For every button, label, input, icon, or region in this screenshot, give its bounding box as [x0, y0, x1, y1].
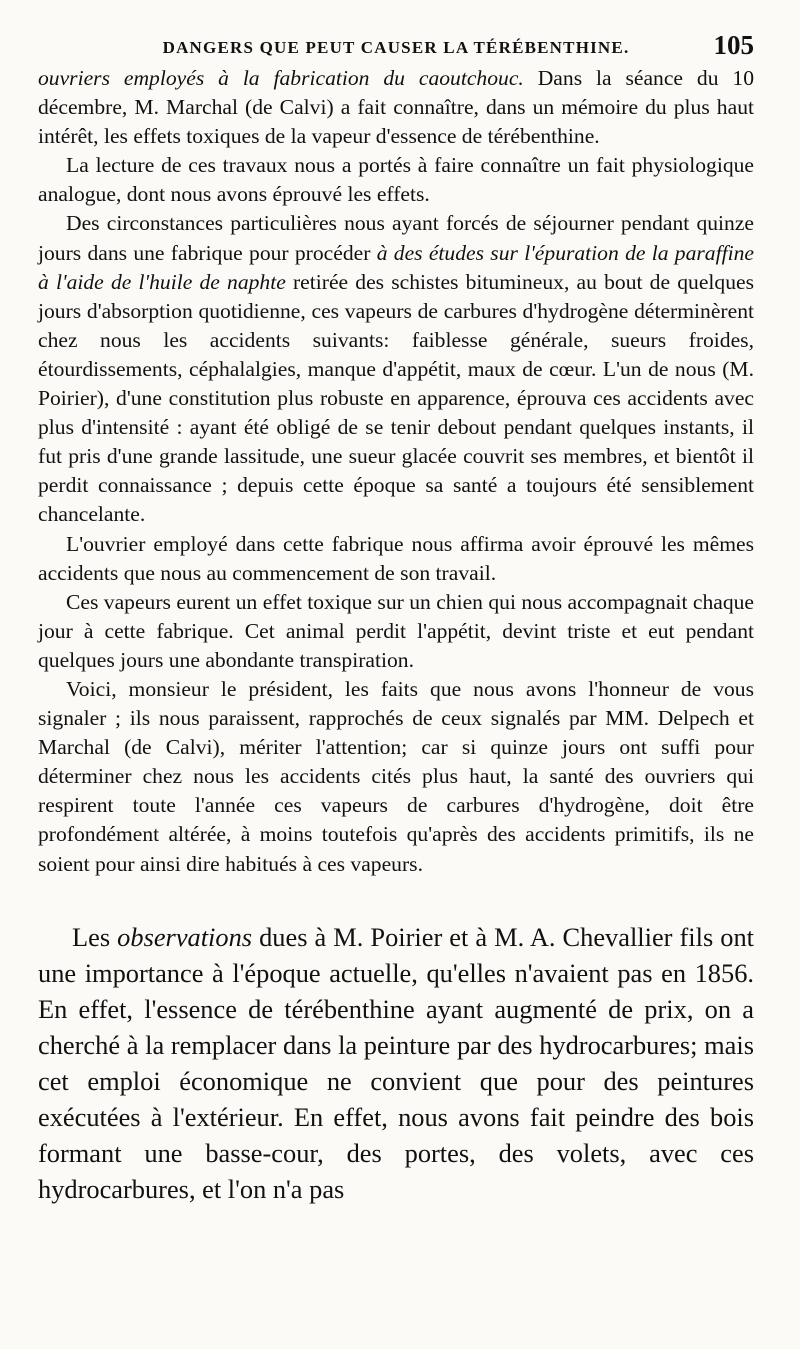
- paragraph: La lecture de ces travaux nous a portés à faire connaître un fait physiologique analogue, dont nous avons éprouvé les effets.: [38, 153, 754, 207]
- paragraph: [38, 64, 754, 151]
- italic-phrase: ouvriers employés à la fabrication du caoutchouc.: [38, 66, 524, 90]
- italic-word: observations: [117, 921, 253, 952]
- running-title: DANGERS QUE PEUT CAUSER LA TÉRÉBENTHINE.: [162, 38, 630, 57]
- paragraph-text: Les: [72, 921, 118, 952]
- paragraph-text: retirée des schistes bitumineux, au bout de quelques jours d'absorption quotidienne, ces vapeurs de carbures d'hydrogène déterminèrent chez nous les accidents suivants: faiblesse générale, sueurs froides, étourdissements, céphalalgies, manque d'appétit, maux de cœur. L'un de nous (M. Poirier), d'une constitution plus robuste en apparence, éprouva ces accidents avec plus d'intensité : ayant été obligé de se tenir debout pendant quelques instants, il fut pris d'une grande lassitude, une sueur glacée couvrit ses membres, et bientôt il perdit connaissance ; depuis cette époque sa santé a toujours été sensiblement chancelante.: [38, 269, 754, 527]
- running-head: [38, 30, 754, 64]
- paragraph-text: dues à M. Poirier et à M. A. Chevallier fils ont une importance à l'époque actuelle, qu'elles n'avaient pas en 1856. En effet, l'essence de térébenthine ayant augmenté de prix, on a cherché à la remplacer dans la peinture par des hydrocarbures; mais cet emploi économique ne convient que pour des peintures exécutées à l'extérieur. En effet, nous avons fait peindre des bois formant une basse-cour, des portes, des volets, avec ces hydrocarbures, et l'on n'a pas: [38, 921, 755, 1205]
- italic-phrase: à des études sur l'épuration de la paraffine à l'aide de l'huile de naphte: [38, 240, 754, 294]
- paragraph: Ces vapeurs eurent un effet toxique sur un chien qui nous accompagnait chaque jour à cette fabrique. Cet animal perdit l'appétit, devint triste et eut pendant quelques jours une abondante transpiration.: [38, 589, 754, 672]
- section-gap: [38, 879, 754, 919]
- paragraph: L'ouvrier employé dans cette fabrique nous affirma avoir éprouvé les mêmes accidents que nous au commencement de son travail.: [38, 531, 754, 585]
- paragraph-text: Dans la séance du 10 décembre, M. Marchal (de Calvi) a fait connaître, dans un mémoire du plus haut intérêt, les effets toxiques de la vapeur d'essence de térébenthine.: [38, 66, 754, 149]
- paragraph-text: Des circonstances particulières nous ayant forcés de séjourner pendant quinze jours dans une fabrique pour procéder: [38, 211, 754, 265]
- paragraph: [38, 209, 754, 529]
- paragraph: Voici, monsieur le président, les faits que nous avons l'honneur de vous signaler ; ils nous paraissent, rapprochés de ceux signalés par MM. Delpech et Marchal (de Calvi), mériter l'attention; car si quinze jours ont suffi pour déterminer chez nous les accidents cités plus haut, la santé des ouvriers qui respirent toute l'année ces vapeurs de carbures d'hydrogène, doit être profondément altérée, à moins toutefois qu'après des accidents primitifs, ils ne soient pour ainsi dire habitués à ces vapeurs.: [38, 676, 754, 876]
- body-text: [38, 64, 754, 879]
- paragraph: [38, 919, 754, 1208]
- page-number: 105: [713, 30, 754, 60]
- commentary-text: [38, 919, 754, 1208]
